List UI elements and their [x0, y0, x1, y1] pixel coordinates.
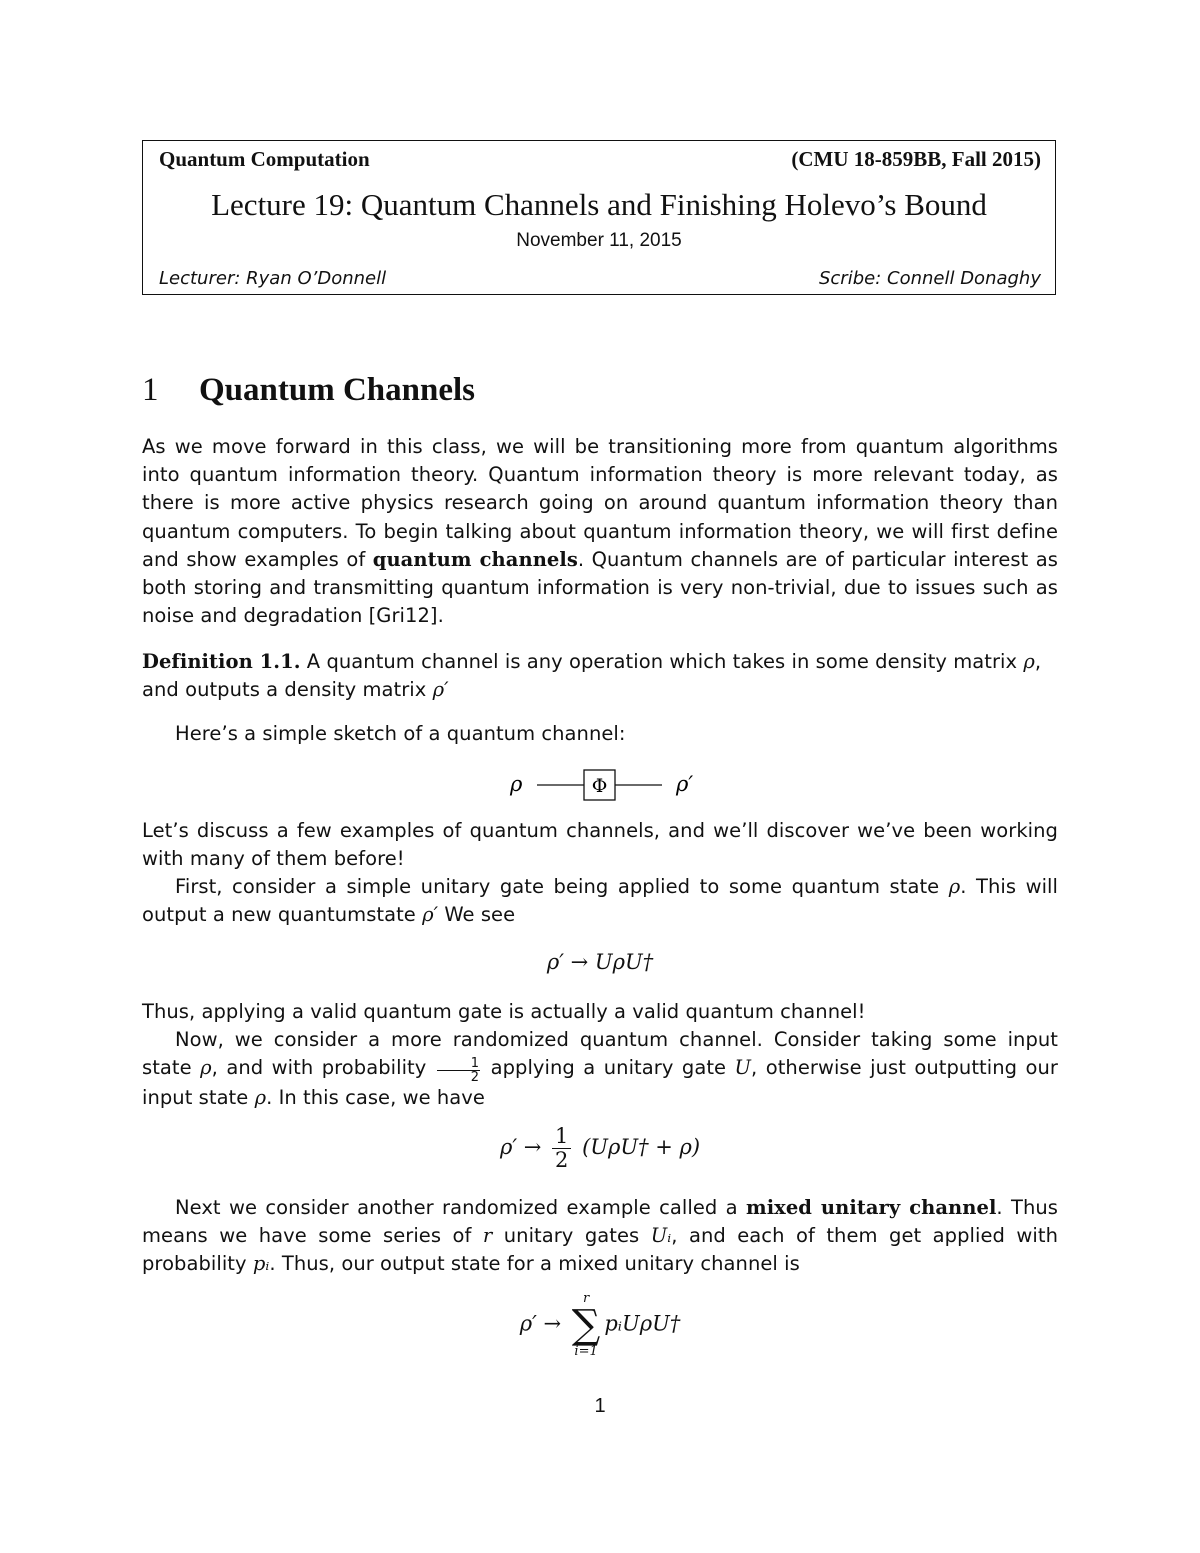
sum-lower-limit: i=1	[574, 1344, 598, 1359]
math-U: U	[734, 1056, 752, 1080]
unitary-text-a: First, consider a simple unitary gate being applied to some quantum state	[175, 875, 949, 898]
lecture-date: November 11, 2015	[516, 230, 682, 251]
eq2-rhs: (UρU† + ρ)	[582, 1135, 701, 1160]
definition-text-2: and outputs a density matrix	[142, 678, 433, 702]
lecture-title: Lecture 19: Quantum Channels and Finishing Holevo’s Bound	[211, 187, 987, 222]
diagram-gate-phi: Φ	[591, 775, 608, 797]
mixed-text-c: unitary gates	[492, 1224, 651, 1248]
fraction-denominator: 2	[470, 1070, 480, 1086]
unitary-text-b: . This will output a new quantumstate	[142, 875, 1058, 927]
channel-diagram	[0, 758, 1200, 818]
sum-symbol: ∑	[571, 1302, 601, 1348]
definition-1-1	[142, 648, 1058, 704]
math-rho: ρ	[948, 875, 961, 898]
math-rho: ρ	[254, 1086, 267, 1110]
diagram-output-rho-prime: ρ′	[676, 772, 694, 796]
lecture-header-box	[142, 140, 1056, 295]
sketch-intro: Here’s a simple sketch of a quantum channel:	[175, 722, 626, 745]
intro-paragraph	[142, 433, 1058, 630]
random-text-d: , otherwise just outputting our input state	[142, 1056, 1058, 1110]
math-r: r	[482, 1224, 493, 1248]
random-text-e: . In this case, we have	[266, 1086, 485, 1110]
math-rho-prime: ρ′	[432, 678, 449, 702]
mixed-text-b: . Thus means we have some series of	[142, 1196, 1058, 1248]
unitary-conclusion: Thus, applying a valid quantum gate is actually a valid quantum channel!	[142, 1000, 866, 1023]
page-number: 1	[594, 1395, 606, 1417]
intro-text-end: . Quantum channels are of particular interest as both storing and transmitting quantum information is very non-trivial, due to issues such as noise and degradation [Gri12].	[142, 547, 1058, 628]
mixed-text-a: Next we consider another randomized example called a	[175, 1196, 747, 1219]
math-p-i: pᵢ	[252, 1252, 270, 1276]
math-U-i: Uᵢ	[650, 1224, 672, 1248]
fraction-one-half	[437, 1057, 480, 1084]
equation-unitary: ρ′ → UρU†	[546, 950, 654, 974]
section-number: 1	[142, 372, 159, 408]
eq3-lhs: ρ′ →	[519, 1311, 562, 1336]
diagram-input-rho: ρ	[510, 772, 523, 796]
math-rho: ρ	[200, 1056, 212, 1080]
section-heading	[142, 372, 475, 409]
unitary-text-c: We see	[438, 903, 516, 927]
mixed-unitary-paragraph	[142, 1194, 1058, 1279]
definition-comma: ,	[1034, 650, 1042, 673]
term-mixed-unitary-channel: mixed unitary channel	[746, 1196, 997, 1219]
scribe: Scribe: Connell Donaghy	[818, 268, 1041, 289]
random-text-a: Now, we consider a more randomized quantum channel. Consider taking some input state	[142, 1028, 1058, 1080]
equation-mixed-unitary	[142, 1292, 1058, 1358]
lecturer: Lecturer: Ryan O’Donnell	[159, 268, 387, 289]
term-quantum-channels: quantum channels	[372, 547, 578, 571]
course-code: (CMU 18-859BB, Fall 2015)	[791, 147, 1041, 171]
definition-label: Definition 1.1.	[142, 650, 301, 673]
unitary-paragraph	[142, 873, 1058, 929]
randomized-paragraph	[142, 1026, 1058, 1112]
mixed-text-e: . Thus, our output state for a mixed unitary channel is	[269, 1252, 800, 1276]
section-title: Quantum Channels	[199, 372, 476, 408]
random-text-c: applying a unitary gate	[482, 1056, 735, 1080]
eq2-lhs: ρ′ →	[499, 1135, 542, 1160]
math-rho: ρ	[1023, 650, 1035, 673]
course-name: Quantum Computation	[159, 147, 370, 171]
summation	[572, 1292, 601, 1358]
eq3-rhs: pᵢUρU†	[604, 1311, 681, 1336]
eq2-numerator: 1	[552, 1125, 571, 1149]
equation-randomized	[142, 1125, 1058, 1172]
sum-upper-limit: r	[582, 1291, 590, 1306]
people-row	[159, 268, 1041, 289]
examples-lead: Let’s discuss a few examples of quantum channels, and we’ll discover we’ve been working with many of them before!	[142, 819, 1058, 871]
fraction-numerator: 1	[437, 1057, 480, 1071]
eq2-fraction	[552, 1125, 571, 1172]
course-row	[159, 147, 1041, 172]
definition-text: A quantum channel is any operation which takes in some density matrix	[300, 650, 1024, 673]
eq2-denominator: 2	[555, 1148, 569, 1173]
mixed-text-d: , and each of them get applied with probability	[142, 1224, 1058, 1276]
math-rho-prime: ρ′	[422, 903, 439, 927]
intro-text: As we move forward in this class, we will be transitioning more from quantum algorithms into quantum information theory. Quantum information theory is more relevant today, as there is more active physics research going on around quantum information theory than quantum computers. To begin talking about quantum information theory, we will first define and show examples of	[142, 435, 1058, 571]
random-text-b: , and with probability	[211, 1056, 435, 1080]
